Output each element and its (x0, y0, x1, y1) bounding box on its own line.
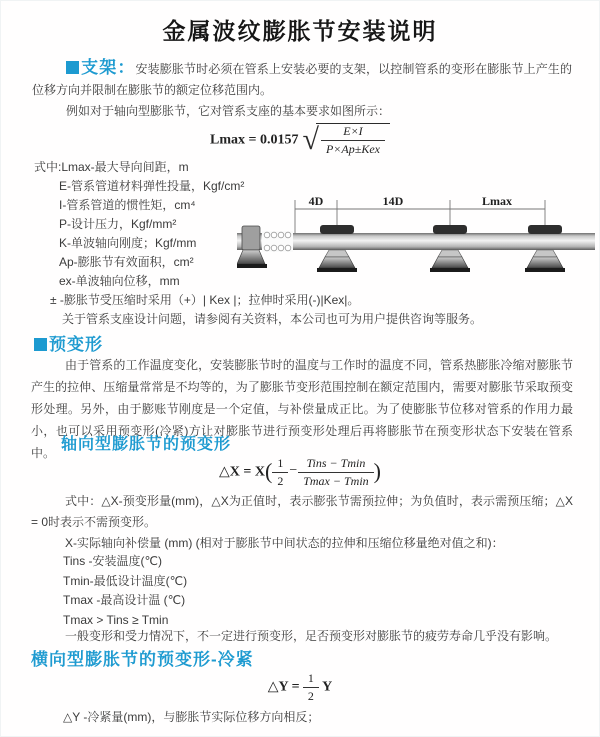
section-bullet-icon (34, 338, 47, 351)
temperature-numerator: Tins − Tmin (298, 456, 373, 473)
dim-label-14d: 14D (382, 194, 404, 208)
lmax-fraction-numerator: E×I (321, 124, 385, 141)
dim-label-lmax: Lmax (482, 194, 512, 208)
predeform-section-heading (34, 330, 103, 355)
support-intro-text: 安装膨胀节时必须在管系上安装必要的支架，以控制管系的变形在膨胀节上产生的位移方向并限制在膨胀节的额定位移范围内。 (32, 62, 572, 97)
open-paren: ( (264, 458, 273, 484)
definition-item: P-设计压力，Kgf/mm² (59, 217, 177, 231)
half-denominator: 2 (277, 474, 284, 488)
temperature-fraction (298, 456, 373, 489)
bellows-joint (262, 231, 293, 252)
lmax-formula (1, 123, 599, 157)
definition-item: ex-单波轴向位移，mm (59, 274, 180, 288)
lateral-section-heading: 横向型膨胀节的预变形-冷紧 (31, 650, 254, 669)
lateral-note: △Y -冷紧量(mm)，与膨胀节实际位移方向相反； (63, 710, 320, 724)
lmax-root-body (316, 123, 390, 157)
support-example-line: 例如对于轴向型膨胀节，它对管系支座的基本要求如图所示： (66, 104, 391, 118)
support-section-heading: 支架： (81, 58, 136, 77)
predeform-paragraph: 由于管系的工作温度变化，安装膨胀节时的温度与工作时的温度不同，管系热膨胀冷缩对膨胀节产生的拉伸、压缩量常常是不均等的，为了膨胀节变形范围控制在额定范围内，需要对膨胀节采取预变形处理。另外，由于膨账节刚度是一个定值，与补偿量成正比。为了使膨胀节位移对管系的作用力最小，也可以采用预变形(冷紧)方让对膨胀节进行预变形处理后再将膨胀节在预变形状态下安装在管系中。 (31, 358, 573, 460)
lateral-numerator: 1 (303, 671, 319, 688)
axial-section-heading: 轴向型膨胀节的预变形 (61, 436, 232, 453)
section-bullet-icon (66, 61, 79, 74)
lateral-denominator: 2 (307, 689, 314, 703)
definition-item: 式中:Lmax-最大导向间距，m (34, 160, 189, 174)
lateral-formula-lhs: △Y = (267, 679, 300, 695)
half-numerator: 1 (272, 456, 288, 473)
definition-item: I-管系管道的惯性矩，cm⁴ (59, 198, 196, 212)
definition-item: Ap-膨胀节有效面积，cm² (59, 255, 194, 269)
support-note: 关于管系支座设计问题，请参阅有关资料，本公司也可为用户提供咨询等服务。 (62, 312, 483, 326)
radical-sign: √ (302, 123, 319, 156)
definition-item: ± -膨胀节受压缩时采用（+）| Kex |；拉伸时采用(-)|Kex|。 (50, 293, 360, 307)
lmax-fraction (321, 124, 385, 157)
lateral-formula (1, 671, 599, 704)
pipe-support-diagram (237, 192, 595, 288)
axial-formula (1, 456, 599, 489)
temp-line: Tins -安装温度(℃) (63, 554, 163, 568)
axial-formula-lhs: △X = X (219, 464, 265, 480)
predeform-heading-text: 预变形 (49, 335, 103, 354)
one-half-fraction (272, 456, 288, 489)
lmax-formula-prefix: Lmax = 0.0157 (210, 132, 299, 148)
definition-item: K-单波轴向刚度；Kgf/mm (59, 236, 197, 250)
axial-note: 一般变形和受力情况下，不一定进行预变形，足否预变形对膨胀节的疲劳寿命几乎没有影响。 (65, 629, 558, 643)
temp-line: Tmin-最低设计温度(℃) (63, 573, 188, 588)
lateral-half-fraction (303, 671, 319, 704)
axial-explanation: 式中：△X-预变形量(mm)，△X为正值时，表示膨张节需预拉伸；为负值时，表示需预压缩；△X = 0时表示不需预变形。 (31, 494, 573, 529)
lmax-fraction-denominator: P×Ap±Kex (325, 142, 380, 156)
temperature-definitions (63, 552, 187, 630)
temp-line: Tmax -最高设计温 (℃) (63, 593, 186, 607)
temp-line: Tmax > Tins ≥ Tmin (63, 612, 169, 627)
support-paragraph (32, 57, 572, 101)
definition-item: E-管系管道材料弹性投量，Kgf/cm² (59, 179, 245, 193)
temperature-denominator: Tmax − Tmin (303, 474, 369, 488)
lateral-formula-rhs: Y (322, 679, 333, 695)
axial-x-definition: X-实际轴向补偿量 (mm) (相对于膨胀节中间状态的拉伸和压缩位移量绝对值之和)： (65, 536, 504, 550)
page-title: 金属波纹膨胀节安装说明 (162, 18, 438, 44)
minus-sign: − (289, 463, 298, 479)
close-paren: ) (373, 458, 381, 484)
dim-label-4d: 4D (308, 194, 324, 208)
